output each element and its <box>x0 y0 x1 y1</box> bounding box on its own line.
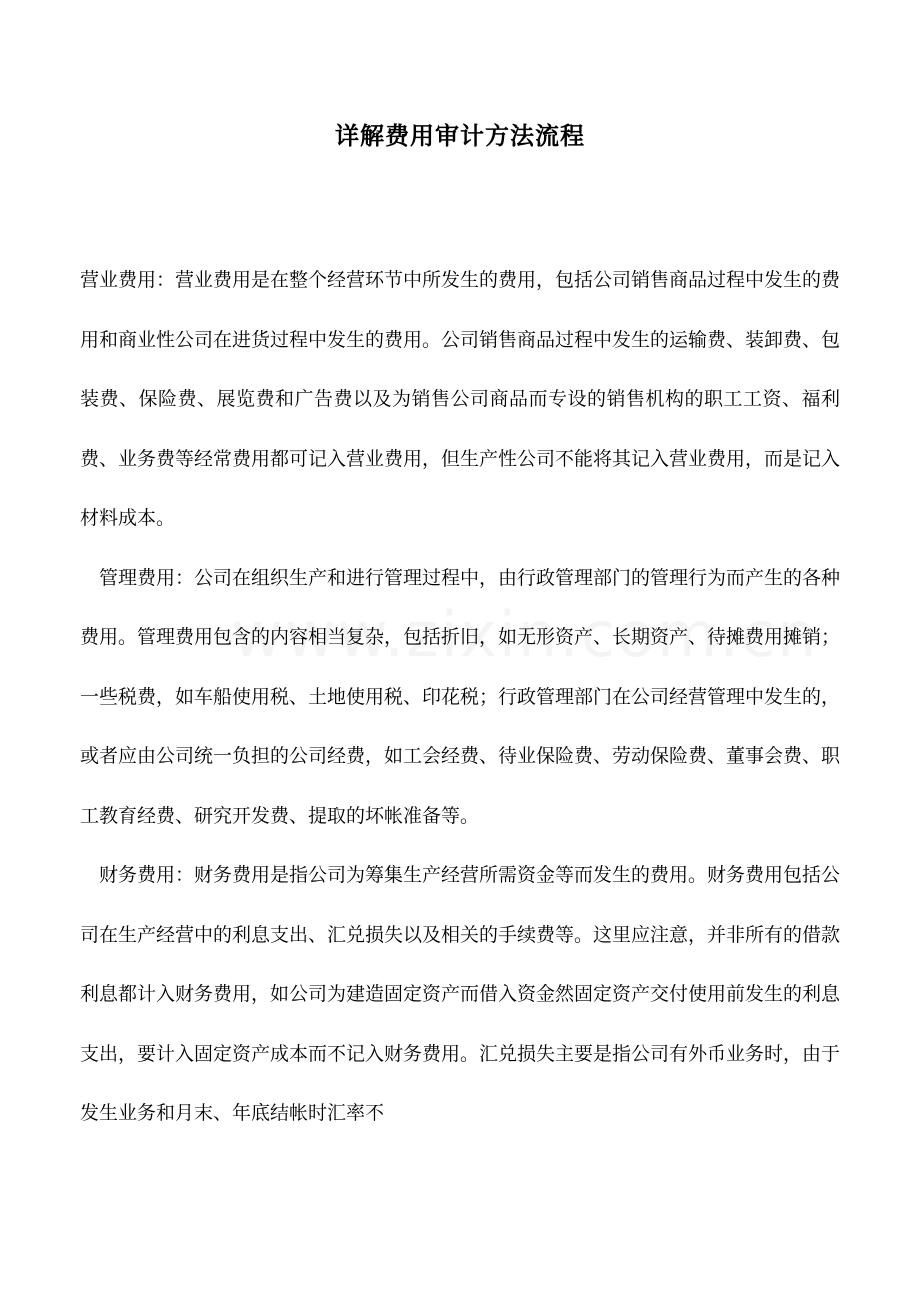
page-title: 详解费用审计方法流程 <box>335 122 585 150</box>
paragraph-financial-expenses: 财务费用：财务费用是指公司为筹集生产经营所需资金等而发生的费用。财务费用包括公司在生产经营中的利息支出、汇兑损失以及相关的手续费等。这里应注意，并非所有的借款利息都计入财务费用，如公司为建造固定资产而借入资金然固定资产交付使用前发生的利息支出，要计入固定资产成本而不记入财务费用。汇兑损失主要是指公司有外币业务时，由于发生业务和月末、年底结帐时汇率不 <box>80 864 841 1124</box>
paragraph-management-expenses: 管理费用：公司在组织生产和进行管理过程中，由行政管理部门的管理行为而产生的各种费用。管理费用包含的内容相当复杂，包括折旧，如无形资产、长期资产、待摊费用摊销；一些税费，如车船使用税、土地使用税、印花税；行政管理部门在公司经营管理中发生的，或者应由公司统一负担的公司经费，如工会经费、待业保险费、劳动保险费、董事会费、职工教育经费、研究开发费、提取的坏帐准备等。 <box>80 566 841 827</box>
paragraph-operating-expenses: 营业费用：营业费用是在整个经营环节中所发生的费用，包括公司销售商品过程中发生的费用和商业性公司在进货过程中发生的费用。公司销售商品过程中发生的运输费、装卸费、包装费、保险费、展览费和广告费以及为销售公司商品而专设的销售机构的职工工资、福利费、业务费等经常费用都可记入营业费用，但生产性公司不能将其记入营业费用，而是记入材料成本。 <box>80 269 841 529</box>
document-body <box>80 251 840 1144</box>
